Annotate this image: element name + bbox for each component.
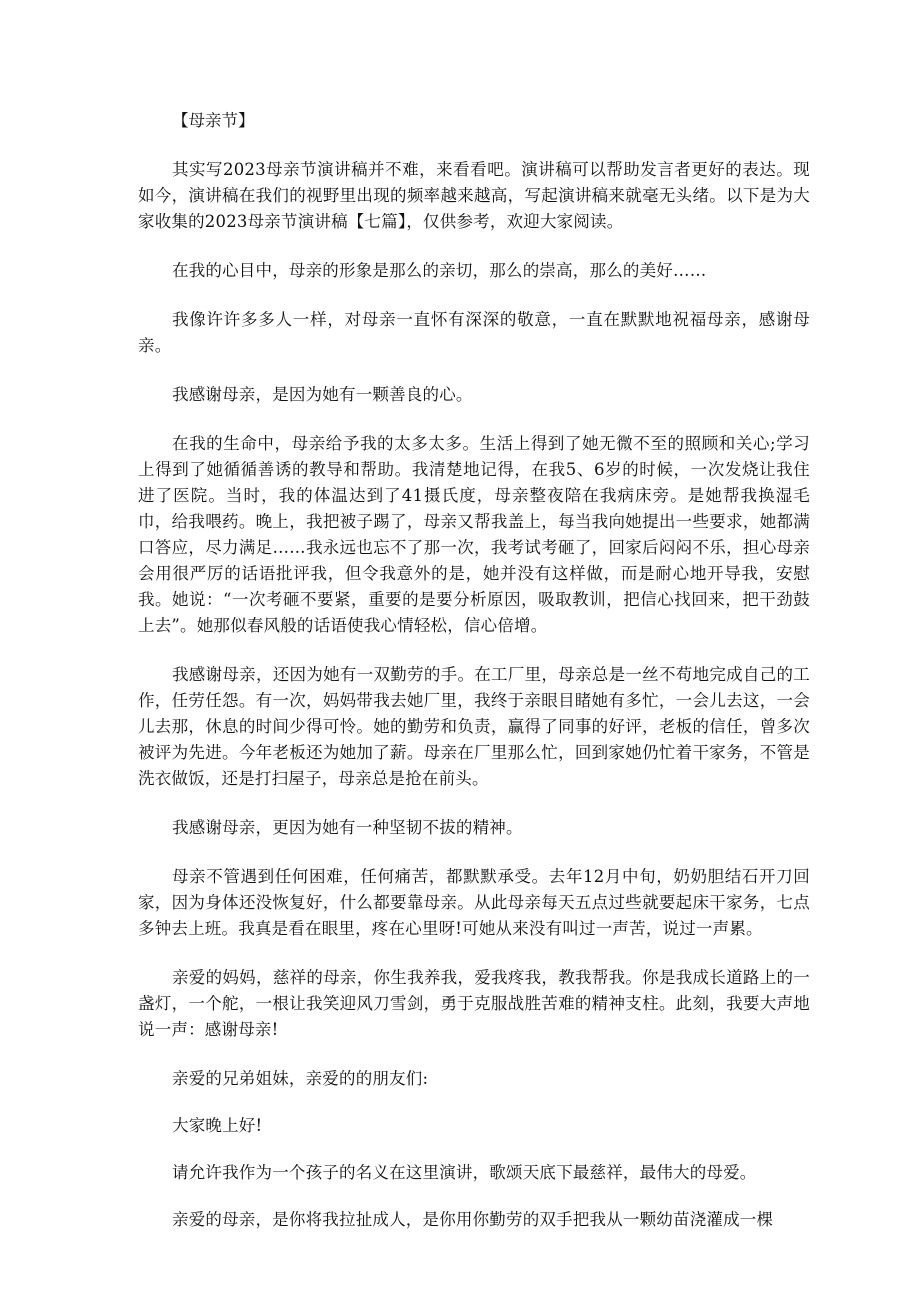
document-body (138, 108, 810, 1256)
paragraph: 我感谢母亲，更因为她有一种坚韧不拔的精神。 (172, 818, 523, 837)
paragraph: 我感谢母亲，是因为她有一颗善良的心。 (172, 385, 473, 404)
paragraph: 我感谢母亲，还因为她有一双勤劳的手。在工厂里，母亲总是一丝不苟地完成自己的工作，任劳任怨。有一次，妈妈带我去她厂里，我终于亲眼目睹她有多忙，一会儿去这，一会儿去那，休息的时间少得可怜。她的勤劳和负责，赢得了同事的好评，老板的信任，曾多次被评为先进。今年老板还为她加了薪。母亲在厂里那么忙，回到家她仍忙着干家务，不管是洗衣做饭，还是打扫屋子，母亲总是抢在前头。 (138, 665, 810, 788)
paragraph: 大家晚上好! (172, 1116, 263, 1135)
document-heading: 【母亲节】 (172, 111, 255, 130)
paragraph-intro: 其实写2023母亲节演讲稿并不难，来看看吧。演讲稿可以帮助发言者更好的表达。现如今，演讲稿在我们的视野里出现的频率越来越高，写起演讲稿来就毫无头绪。以下是为大家收集的2023母亲节演讲稿【七篇】，仅供参考，欢迎大家阅读。 (138, 160, 810, 231)
paragraph: 亲爱的妈妈，慈祥的母亲，你生我养我，爱我疼我，教我帮我。你是我成长道路上的一盏灯，一个舵，一根让我笑迎风刀雪剑，勇于克服战胜苦难的精神支柱。此刻，我要大声地说一声：感谢母亲! (138, 968, 810, 1039)
paragraph: 请允许我作为一个孩子的名义在这里演讲，歌颂天底下最慈祥，最伟大的母爱。 (172, 1163, 757, 1182)
paragraph: 亲爱的兄弟姐妹，亲爱的的朋友们: (172, 1069, 429, 1088)
paragraph: 在我的生命中，母亲给予我的太多太多。生活上得到了她无微不至的照顾和关心;学习上得到了她循循善诱的教导和帮助。我清楚地记得，在我5、6岁的时候，一次发烧让我住进了医院。当时，我的体温达到了41摄氏度，母亲整夜陪在我病床旁。是她帮我换湿毛巾，给我喂药。晚上，我把被子踢了，母亲又帮我盖上，每当我向她提出一些要求，她都满口答应，尽力满足……我永远也忘不了那一次，我考试考砸了，回家后闷闷不乐，担心母亲会用很严厉的话语批评我，但令我意外的是，她并没有这样做，而是耐心地开导我，安慰我。她说：“一次考砸不要紧，重要的是要分析原因，吸取教训，把信心找回来，把干劲鼓上去”。她那似春风般的话语使我心情轻松，信心倍增。 (138, 434, 810, 635)
paragraph: 在我的心目中，母亲的形象是那么的亲切，那么的崇高，那么的美好…… (172, 261, 707, 280)
paragraph: 母亲不管遇到任何困难，任何痛苦，都默默承受。去年12月中旬，奶奶胆结石开刀回家，因为身体还没恢复好，什么都要靠母亲。从此母亲每天五点过些就要起床干家务，七点多钟去上班。我真是看在眼里，疼在心里呀!可她从来没有叫过一声苦，说过一声累。 (138, 867, 810, 938)
paragraph: 我像许许多多人一样，对母亲一直怀有深深的敬意，一直在默默地祝福母亲，感谢母亲。 (138, 310, 810, 355)
paragraph: 亲爱的母亲，是你将我拉扯成人，是你用你勤劳的双手把我从一颗幼苗浇灌成一棵 (172, 1210, 774, 1229)
